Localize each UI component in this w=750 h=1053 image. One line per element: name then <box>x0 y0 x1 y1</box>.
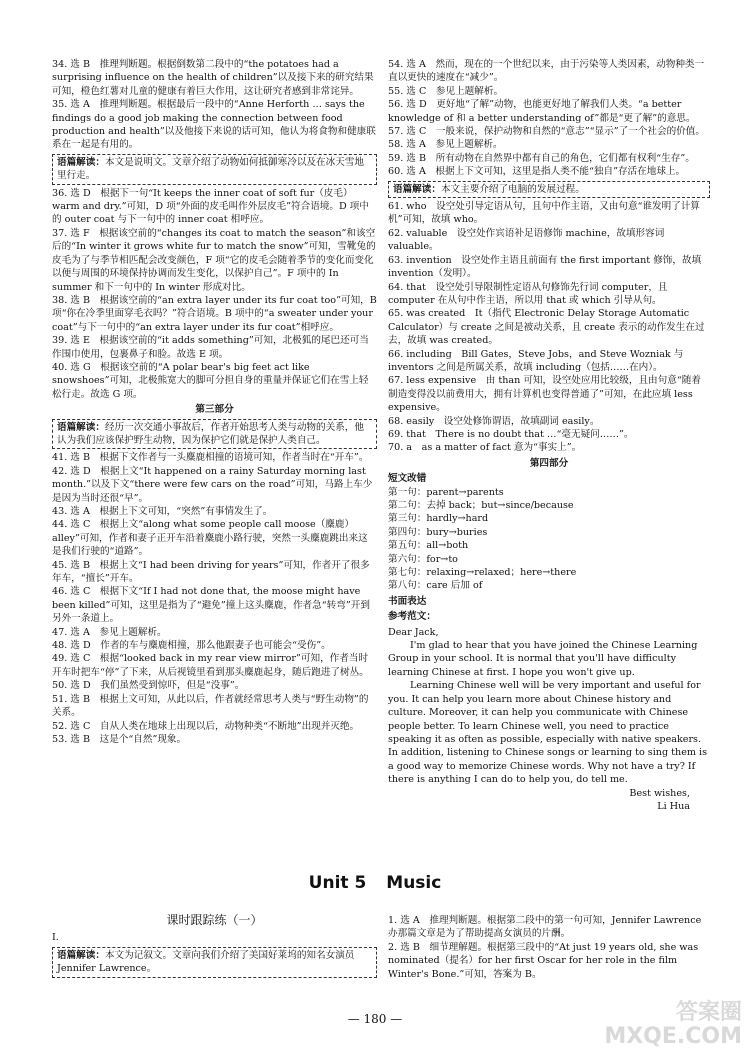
answer-item: 61. who 设空处引导定语从句，且句中作主语，又由句意“谁发明了计算机”可知，故填 who。 <box>388 201 701 226</box>
answer-item: 42. 选 D 根据上文“It happened on a rainy Saturday morning last month.”以及下文“there were few cars on the road”可知，马路上车少是因为当时还很“早”。 <box>52 465 373 504</box>
correction-item: 第一句：parent→parents <box>388 486 504 498</box>
answer-item: 55. 选 C 参见上题解析。 <box>388 85 504 97</box>
answer-item: 62. valuable 设空处作宾语补足语修饰 machine，故填形容词 valuable。 <box>388 227 665 253</box>
correction-item: 第三句：hardly→hard <box>388 513 489 525</box>
passage-note <box>52 154 377 185</box>
note-key: 语篇解读： <box>57 949 105 961</box>
answer-item: 69. that There is no doubt that …“毫无疑问……”。 <box>388 428 634 440</box>
answer-item: 37. 选 F 根据该空前的“changes its coat to match the season”和该空后的“In winter it grows white fur to match the snow”可知，雪靴兔的皮毛为了与季节相匹配会改变颜色，F 项“它的皮毛会随着季节的变化而变化以便与周围的环境保持协调而发生变化，以保护自己”。F 项中的 In summer 和下一句中的 In winter 形成对比。 <box>52 227 376 293</box>
note-text: 本文是说明文。文章介绍了动物如何抵御寒冷以及在冰天雪地里行走。 <box>57 156 364 182</box>
correction-item: 第八句：care 后加 of <box>388 580 483 592</box>
answer-item: 34. 选 B 推理判断题。根据倒数第二段中的“the potatoes had a surprising influence on the health of children”以及接下来的研究结果可知，橙色红薯对儿童的健康有着巨大作用，这让研究者感到非常诧异。 <box>52 59 374 97</box>
bottom-left-block <box>52 914 377 980</box>
passage-note <box>52 419 377 450</box>
answer-item: 41. 选 B 根据下文作者与一头麋鹿相撞的语境可知，作者当时在“开车”。 <box>52 452 369 464</box>
answer-item: 40. 选 G 根据该空前的“A polar bear's big feet act like snowshoes”可知，北极熊宽大的脚可分担自身的重量并保证它们在雪上轻松行走。故选 G 项。 <box>52 361 369 400</box>
note-text: 本文主要介绍了电脑的发展过程。 <box>440 183 585 195</box>
answer-item: 65. was created It（指代 Electronic Delay Storage Automatic Calculator）与 create 之间是被动关系，且 create 表示的动作发生在过去，故填 was created。 <box>388 308 705 347</box>
sample-heading: 参考范文： <box>388 611 436 623</box>
unit-name: Music <box>386 873 442 893</box>
answer-item: 67. less expensive 由 than 可知，设空处应用比较级，且由句意“随着制造变得没以前费用大，拥有计算机也变得普通了”可知，在此应填 less expensive。 <box>388 375 701 414</box>
letter-signature: Li Hua <box>657 800 690 812</box>
note-key: 语篇解读： <box>57 421 105 433</box>
correction-item: 第二句：去掉 back；but→since/because <box>388 500 574 511</box>
section-heading: 第四部分 <box>529 457 569 469</box>
answer-item: 57. 选 C 一般来说，保护动物和自然的“意志”“显示”了一个社会的价值。 <box>388 126 705 138</box>
answer-item: 35. 选 A 推理判断题。根据最后一段中的“Anne Herforth … says the findings do a good job making the connection between food production and health”以及他接下来说的话可知，他认为将食物和健康联系在一起是有用的。 <box>52 99 376 151</box>
letter-closing: Best wishes, <box>629 787 690 799</box>
answer-item: 53. 选 B 这是个“自然”现象。 <box>52 733 187 745</box>
answer-item: 48. 选 D 作者的车与麋鹿相撞，那么他跟妻子也可能会“受伤”。 <box>52 640 331 652</box>
section-heading: 第三部分 <box>195 404 234 416</box>
bottom-right-block <box>388 914 710 981</box>
note-key: 语篇解读： <box>393 183 441 195</box>
page-number: — 180 — <box>347 1012 403 1026</box>
answer-item: 54. 选 A 然而，现在的一个世纪以来，由于污染等人类因素，动物种类一直以更快的速度在“减少”。 <box>388 59 705 84</box>
exercise-heading: 课时跟踪练（一） <box>166 913 263 927</box>
left-column <box>52 58 377 746</box>
unit-label: Unit 5 <box>308 873 367 893</box>
subsection-heading: 短文改错 <box>388 473 427 485</box>
answer-item: 43. 选 A 根据上下文可知，“突然”有事情发生了。 <box>52 506 273 517</box>
answer-item: 47. 选 A 参见上题解析。 <box>52 626 167 638</box>
correction-item: 第七句：relaxing→relaxed；here→there <box>388 567 577 579</box>
answer-item: 50. 选 D 我们虽然受到惊吓，但是“没事”。 <box>52 680 245 692</box>
answer-item: 39. 选 E 根据该空前的“it adds something”可知，北极狐的尾巴还可当作围巾使用，包裹鼻子和脸。故选 E 项。 <box>52 335 369 360</box>
letter-paragraph: Learning Chinese well will be very important and useful for you. It can help you learn more about Chinese history and culture. Moreover, it can help you communicate with Chinese people better. To learn Chinese well, you need to practice speaking it as often as possible, especially with native speakers. In addition, listening to Chinese songs or learning to sing them is a good way to memorize Chinese words. Why not have a try? If there is anything I can do to help you, do tell me. <box>388 680 708 786</box>
answer-item: 51. 选 B 根据上文可知，从此以后，作者就经常思考人类与“野生动物”的关系。 <box>52 693 369 719</box>
note-key: 语篇解读： <box>57 156 105 168</box>
letter-paragraph: I'm glad to hear that you have joined the Chinese Learning Group in your school. It is normal that you'll have difficulty learning Chinese at first. I hope you won't give up. <box>388 640 698 678</box>
correction-item: 第五句：all→both <box>388 540 469 552</box>
note-text: 经历一次交通小事故后，作者开始思考人类与动物的关系，他认为我们应该保护野生动物，因为保护它们就是保护人类自己。 <box>57 421 364 446</box>
subsection-heading: 书面表达 <box>388 595 427 607</box>
answer-item: 60. 选 A 根据上下文可知，这里是指人类不能“独自”存活在地球上。 <box>388 166 686 178</box>
answer-item: 36. 选 D 根据下一句“It keeps the inner coat of soft fur（皮毛）warm and dry.”可知，D 项“外面的皮毛叫作外层皮毛”符合语境。D 项中的 outer coat 与下一句中的 inner coat 相呼应。 <box>52 187 369 226</box>
answer-item: 68. easily 设空处修饰谓语，故填副词 easily。 <box>388 415 600 427</box>
answer-item: 46. 选 C 根据下文“If I had not done that, the moose might have been killed”可知，这里是指为了“避免”撞上这头麋鹿，作者急“转弯”开到另外一条道上。 <box>52 586 370 625</box>
watermark-logo: 答案圈 MXQE.COM <box>604 1000 742 1049</box>
letter-greeting: Dear Jack, <box>388 626 439 638</box>
answer-item: 63. invention 设空处作主语且前面有 the first important 修饰，故填 invention（发明）。 <box>388 254 702 280</box>
answer-item: 38. 选 B 根据该空前的“an extra layer under its fur coat too”可知，B 项“你在冷季里面穿毛衣吗？”符合语境。B 项中的“a sweater under your coat”与下一句中的“an extra layer under its fur coat”相呼应。 <box>52 294 377 333</box>
answer-item: 1. 选 A 推理判断题。根据第二段中的第一句可知，Jennifer Lawrence 办那篇文章是为了帮助提高女演员的片酬。 <box>388 915 702 940</box>
note-text: 本文为记叙文。文章向我们介绍了美国好莱坞的知名女演员 Jennifer Lawrence。 <box>57 949 355 975</box>
answer-item: 56. 选 D 更好地“了解”动物，也能更好地了解我们人类。“a better knowledge of 和 a better understanding of”都是“更了解”的意思。 <box>388 99 696 124</box>
passage-note <box>52 947 377 978</box>
unit-title <box>0 873 750 893</box>
answer-item: 45. 选 B 根据上文“I had been driving for years”可知，作者开了很多年车，“擅长”开车。 <box>52 559 370 585</box>
sample-letter <box>388 626 710 814</box>
answer-item: 58. 选 A 参见上题解析。 <box>388 139 503 151</box>
answer-item: 2. 选 B 细节理解题。根据第三段中的“At just 19 years old, she was nominated（提名）for her first Oscar for her role in the film Winter's Bone.”可知，答案为 B。 <box>388 941 699 980</box>
roman-numeral: Ⅰ. <box>52 932 59 944</box>
passage-note <box>388 181 710 198</box>
right-column <box>388 58 710 813</box>
answer-item: 52. 选 C 自从人类在地球上出现以后，动物种类“不断地”出现并灭绝。 <box>52 720 360 732</box>
correction-item: 第四句：bury→buries <box>388 526 488 538</box>
answer-item: 66. including Bill Gates，Steve Jobs，and Steve Wozniak 与 inventors 之间是所属关系，故填 including（包括……在内）。 <box>388 348 684 373</box>
answer-item: 44. 选 C 根据上文“along what some people call moose（麋鹿）alley”可知，作者和妻子正开车沿着麋鹿小路行驶，突然一头麋鹿跳出来这是我们行驶的“道路”。 <box>52 519 368 558</box>
answer-item: 59. 选 B 所有动物在自然界中都有自己的角色，它们都有权利“生存”。 <box>388 152 695 164</box>
answer-item: 49. 选 C 根据“looked back in my rear view mirror”可知，作者当时开车时把车“停”了下来，从后视镜里看到那头麋鹿起身，随后跑进了树丛。 <box>52 653 369 678</box>
answer-item: 64. that 设空处引导限制性定语从句修饰先行词 computer，且 computer 在从句中作主语，所以用 that 或 which 引导从句。 <box>388 281 668 306</box>
answer-item: 70. a as a matter of fact 意为“事实上”。 <box>388 442 582 454</box>
correction-item: 第六句：for→to <box>388 553 458 565</box>
